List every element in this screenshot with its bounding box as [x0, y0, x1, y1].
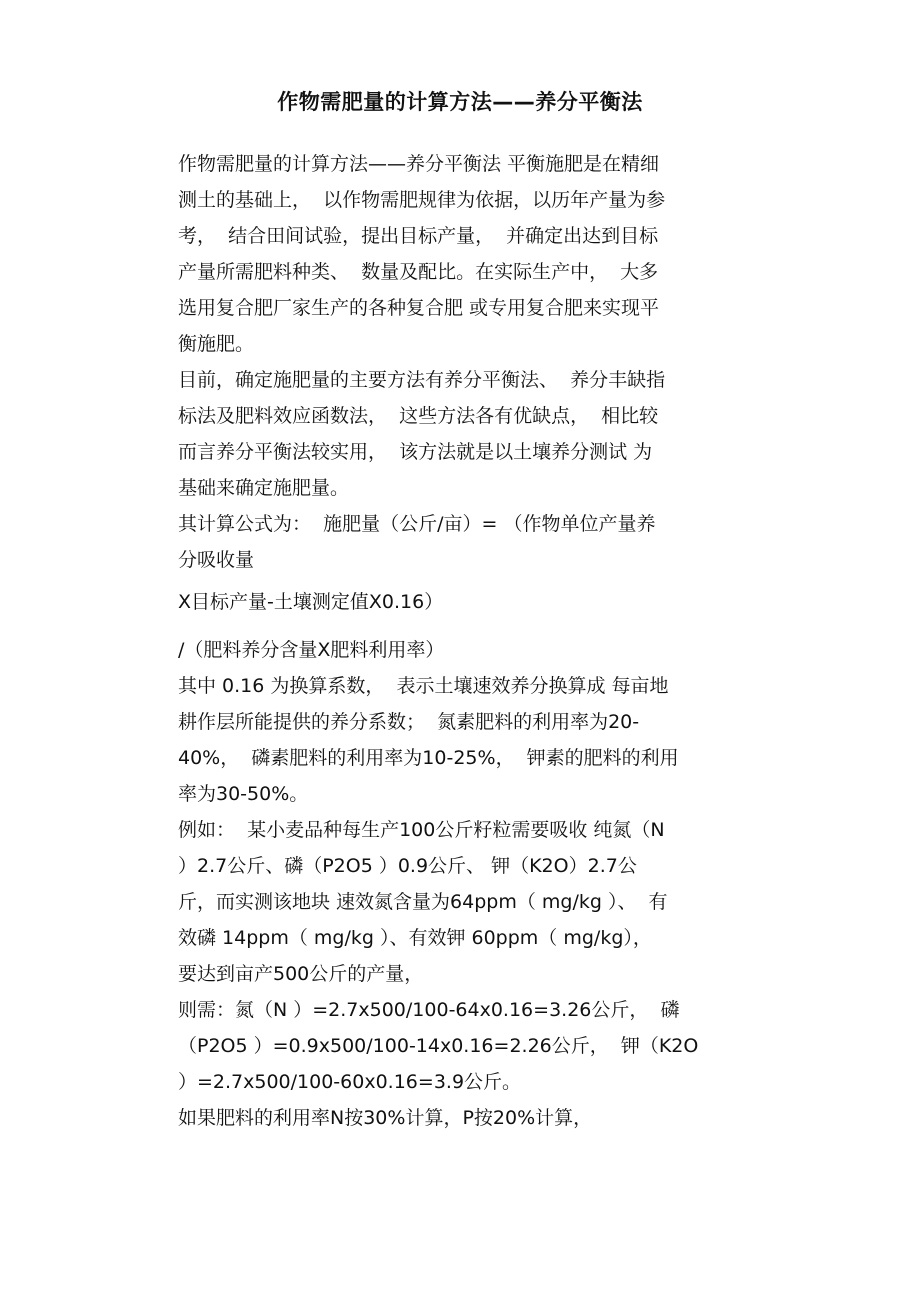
text-line: 产量所需肥料种类、 数量及配比。在实际生产中， 大多: [178, 261, 659, 283]
text-line: 而言养分平衡法较实用， 该方法就是以土壤养分测试 为: [178, 441, 653, 463]
text-line: 如果肥料的利用率N按30%计算，P按20%计算，: [178, 1107, 593, 1129]
text-line: 效磷 14ppm（ mg/kg ）、有效钾 60ppm（ mg/kg），: [178, 927, 652, 949]
text-line: 作物需肥量的计算方法——养分平衡法 平衡施肥是在精细: [178, 153, 660, 175]
text-line: 其中 0.16 为换算系数， 表示土壤速效养分换算成 每亩地: [178, 675, 669, 697]
text-line: 选用复合肥厂家生产的各种复合肥 或专用复合肥来实现平: [178, 297, 660, 319]
text-line: 分吸收量: [178, 549, 255, 571]
text-line: 目前，确定施肥量的主要方法有养分平衡法、 养分丰缺指: [178, 369, 666, 391]
text-line: 衡施肥。: [178, 333, 255, 355]
text-line: 测土的基础上， 以作物需肥规律为依据，以历年产量为参: [178, 189, 666, 211]
text-line: 例如： 某小麦品种每生产100公斤籽粒需要吸收 纯氮（N: [178, 819, 665, 841]
text-line: 斤，而实测该地块 速效氮含量为64ppm（ mg/kg ）、 有: [178, 891, 668, 913]
text-line: 标法及肥料效应函数法， 这些方法各有优缺点， 相比较: [178, 405, 659, 427]
text-line: /（肥料养分含量X肥料利用率）: [178, 639, 445, 661]
text-line: 其计算公式为： 施肥量（公斤/亩）= （作物单位产量养: [178, 513, 656, 535]
document-title: 作物需肥量的计算方法——养分平衡法: [277, 90, 643, 114]
text-line: 40%， 磷素肥料的利用率为10-25%， 钾素的肥料的利用: [178, 747, 679, 769]
text-line: ）2.7公斤、磷（P2O5 ）0.9公斤、 钾（K2O）2.7公: [178, 855, 637, 877]
text-line: 率为30-50%。: [178, 783, 309, 805]
text-line: 考， 结合田间试验，提出目标产量， 并确定出达到目标: [178, 225, 659, 247]
document-body: [178, 146, 738, 1136]
text-line: 则需：氮（N ）=2.7x500/100-64x0.16=3.26公斤， 磷: [178, 999, 680, 1021]
text-line: 要达到亩产500公斤的产量，: [178, 963, 424, 985]
text-line: （P2O5 ）=0.9x500/100-14x0.16=2.26公斤， 钾（K2O: [178, 1035, 699, 1057]
line-gap: [178, 620, 738, 632]
text-line: 耕作层所能提供的养分系数； 氮素肥料的利用率为20-: [178, 711, 640, 733]
text-line: ）=2.7x500/100-60x0.16=3.9公斤。: [178, 1071, 522, 1093]
text-line: X目标产量-土壤测定值X0.16）: [178, 591, 444, 613]
text-line: 基础来确定施肥量。: [178, 477, 350, 499]
